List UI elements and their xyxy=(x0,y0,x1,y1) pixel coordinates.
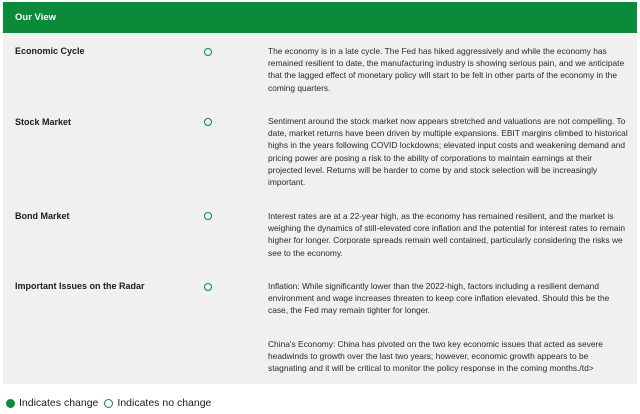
no-change-indicator-icon xyxy=(204,118,212,126)
table-header xyxy=(3,2,637,33)
row-description: The economy is in a late cycle. The Fed has hiked aggressively and while the economy has remained resilient to date, the manufacturing industry is showing serious pain, and we anticipate that the lagged effect of monetary policy will start to be felt in other parts of the economy in the coming quarters. xyxy=(268,46,625,93)
row-label: Economic Cycle xyxy=(15,46,85,56)
table-body xyxy=(3,33,637,384)
hollow-circle-icon xyxy=(104,399,113,408)
our-view-table xyxy=(3,2,637,384)
filled-circle-icon xyxy=(6,399,15,408)
row-description: Sentiment around the stock market now appears stretched and valuations are not compelling. To date, market returns have been driven by multiple expansions. EBIT margins climbed to historical highs in the years following COVID lockdowns; elevated input costs and weakening demand and pricing power are posing a risk to the ability of corporations to maintain earnings at their projected level. Returns will be harder to come by and stock selection will be increasingly important. xyxy=(268,116,628,188)
legend-item-change xyxy=(6,397,98,409)
row-description: Interest rates are at a 22-year high, as the economy has remained resilient, and the market is weighing the dynamics of still-elevated core inflation and the potential for interest rates to remain higher for longer. Corporate spreads remain well contained, particularly considering the risks we see to the economy. xyxy=(268,211,626,258)
row-label: Important Issues on the Radar xyxy=(15,281,145,291)
row-label: Bond Market xyxy=(15,211,70,221)
no-change-indicator-icon xyxy=(204,283,212,291)
legend-item-no-change xyxy=(104,397,211,409)
legend-label: Indicates no change xyxy=(117,397,212,409)
row-label: Stock Market xyxy=(15,117,72,127)
row-description: Inflation: While significantly lower than the 2022-high, factors including a resilient demand environment and wage increases threaten to keep core inflation elevated. Should this be the case, the Fed may remain tighter for longer. xyxy=(268,281,610,316)
no-change-indicator-icon xyxy=(204,48,212,56)
table-title: Our View xyxy=(15,12,57,23)
no-change-indicator-icon xyxy=(204,212,212,220)
row-description: China's Economy: China has pivoted on the two key economic issues that acted as severe headwinds to growth over the last two years; however, economic growth appears to be stagnating and it will be critical to monitor the policy response in the coming months./td> xyxy=(268,339,603,374)
legend xyxy=(6,397,217,409)
legend-label: Indicates change xyxy=(19,397,99,409)
